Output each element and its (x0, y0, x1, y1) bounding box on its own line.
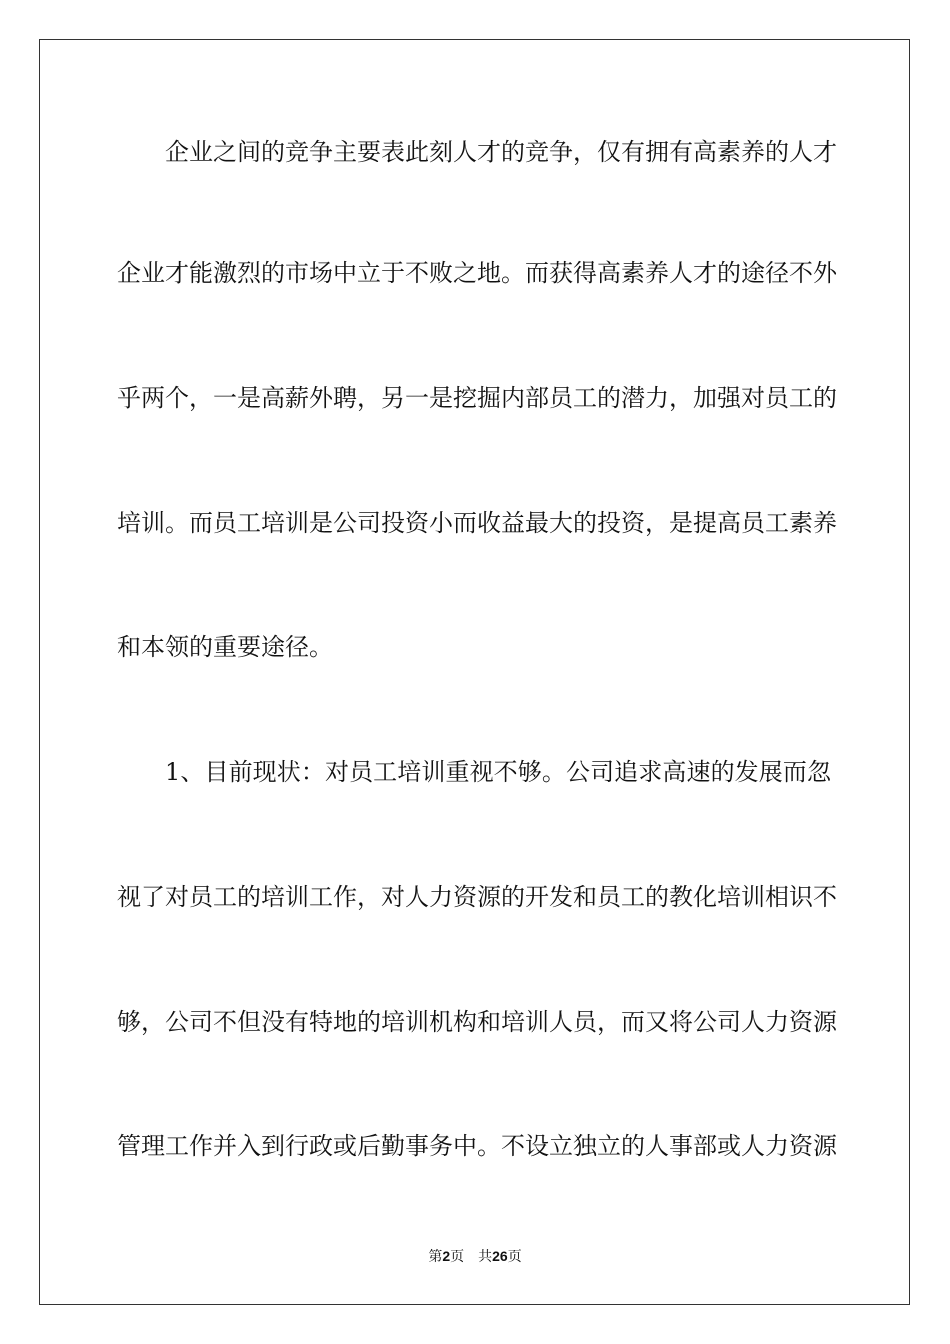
text-line-3: 乎两个，一是高薪外聘，另一是挖掘内部员工的潜力，加强对员工的 (117, 384, 837, 412)
text-line-5: 和本领的重要途径。 (117, 633, 333, 661)
footer-total-prefix: 共 (478, 1249, 493, 1265)
footer-total-suffix: 页 (507, 1249, 522, 1265)
text-line-1: 企业之间的竞争主要表此刻人才的竞争，仅有拥有高素养的人才 (165, 138, 837, 166)
text-line-6: 1、目前现状：对员工培训重视不够。公司追求高速的发展而忽 (165, 758, 831, 786)
text-line-7: 视了对员工的培训工作，对人力资源的开发和员工的教化培训相识不 (117, 883, 837, 911)
text-line-9: 管理工作并入到行政或后勤事务中。不设立独立的人事部或人力资源 (117, 1132, 837, 1160)
footer-page-prefix: 第 (428, 1249, 443, 1265)
page-border (39, 39, 910, 1305)
text-line-2: 企业才能激烈的市场中立于不败之地。而获得高素养人才的途径不外 (117, 259, 837, 287)
text-line-4: 培训。而员工培训是公司投资小而收益最大的投资，是提高员工素养 (117, 509, 837, 537)
footer-page-suffix: 页 (450, 1249, 465, 1265)
text-line-8: 够，公司不但没有特地的培训机构和培训人员，而又将公司人力资源 (117, 1008, 837, 1036)
footer-total-pages: 26 (492, 1248, 508, 1264)
page-footer (0, 1246, 950, 1266)
footer-page-number: 2 (442, 1248, 451, 1264)
